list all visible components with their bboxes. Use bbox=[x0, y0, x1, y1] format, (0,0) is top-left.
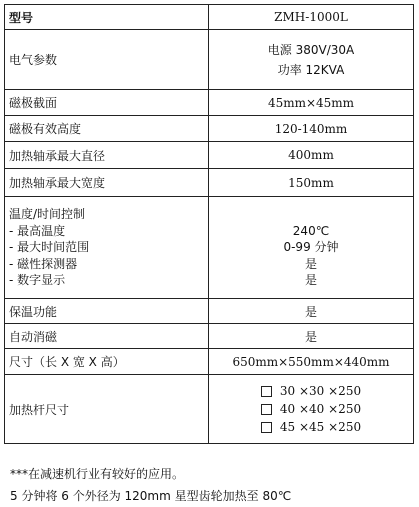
temp-time-values bbox=[209, 197, 414, 299]
yoke-option-label: 30 ×30 ×250 bbox=[279, 384, 362, 398]
table-row bbox=[5, 30, 414, 90]
magnetic-detector-value: 是 bbox=[304, 256, 317, 271]
core-section-value: 45mm×45mm bbox=[209, 90, 414, 116]
yoke-option-30[interactable] bbox=[213, 382, 409, 400]
power-supply-line: 电源 380V/30A bbox=[267, 42, 355, 57]
table-row bbox=[5, 324, 414, 349]
temp-time-label bbox=[5, 197, 209, 299]
max-bore-value: 400mm bbox=[209, 142, 414, 169]
max-width-label: 加热轴承最大宽度 bbox=[5, 169, 209, 197]
table-row bbox=[5, 299, 414, 324]
yoke-option-label: 45 ×45 ×250 bbox=[279, 420, 362, 434]
checkbox-icon[interactable] bbox=[261, 422, 272, 433]
table-row bbox=[5, 5, 414, 30]
table-row bbox=[5, 142, 414, 169]
keep-warm-label: 保温功能 bbox=[5, 299, 209, 324]
electrical-label: 电气参数 bbox=[5, 30, 209, 90]
digital-display-value: 是 bbox=[304, 273, 317, 288]
electrical-value bbox=[209, 30, 414, 90]
power-rating-line: 功率 12KVA bbox=[277, 62, 345, 77]
table-row bbox=[5, 375, 414, 444]
checkbox-icon[interactable] bbox=[261, 386, 272, 397]
time-range-value: 0-99 分钟 bbox=[283, 240, 339, 255]
auto-demag-label: 自动消磁 bbox=[5, 324, 209, 349]
max-bore-label: 加热轴承最大直径 bbox=[5, 142, 209, 169]
yoke-option-40[interactable] bbox=[213, 400, 409, 418]
temp-time-heading: 温度/时间控制 bbox=[9, 207, 86, 222]
model-value: ZMH-1000L bbox=[209, 5, 414, 30]
core-section-label: 磁极截面 bbox=[5, 90, 209, 116]
yoke-size-options bbox=[209, 375, 414, 444]
keep-warm-value: 是 bbox=[209, 299, 414, 324]
footnote-performance: 5 分钟将 6 个外径为 120mm 星型齿轮加热至 80℃ bbox=[10, 489, 292, 503]
effective-height-label: 磁极有效高度 bbox=[5, 116, 209, 142]
max-temp-value: 240℃ bbox=[292, 223, 330, 238]
dimensions-label: 尺寸（长 X 宽 X 高） bbox=[5, 349, 209, 375]
yoke-option-45[interactable] bbox=[213, 418, 409, 436]
table-row bbox=[5, 90, 414, 116]
table-row bbox=[5, 349, 414, 375]
spec-table bbox=[4, 4, 414, 444]
model-label: 型号 bbox=[5, 5, 209, 30]
yoke-size-label: 加热杆尺寸 bbox=[5, 375, 209, 444]
dimensions-value: 650mm×550mm×440mm bbox=[209, 349, 414, 375]
effective-height-value: 120-140mm bbox=[209, 116, 414, 142]
max-width-value: 150mm bbox=[209, 169, 414, 197]
time-range-label: - 最大时间范围 bbox=[9, 240, 90, 255]
magnetic-detector-label: - 磁性探测器 bbox=[9, 256, 78, 271]
table-row bbox=[5, 169, 414, 197]
auto-demag-value: 是 bbox=[209, 324, 414, 349]
yoke-option-label: 40 ×40 ×250 bbox=[279, 402, 362, 416]
footnote-application: ***在减速机行业有较好的应用。 bbox=[10, 467, 185, 481]
checkbox-icon[interactable] bbox=[261, 404, 272, 415]
table-row bbox=[5, 116, 414, 142]
table-row bbox=[5, 197, 414, 299]
max-temp-label: - 最高温度 bbox=[9, 223, 66, 238]
digital-display-label: - 数字显示 bbox=[9, 273, 66, 288]
